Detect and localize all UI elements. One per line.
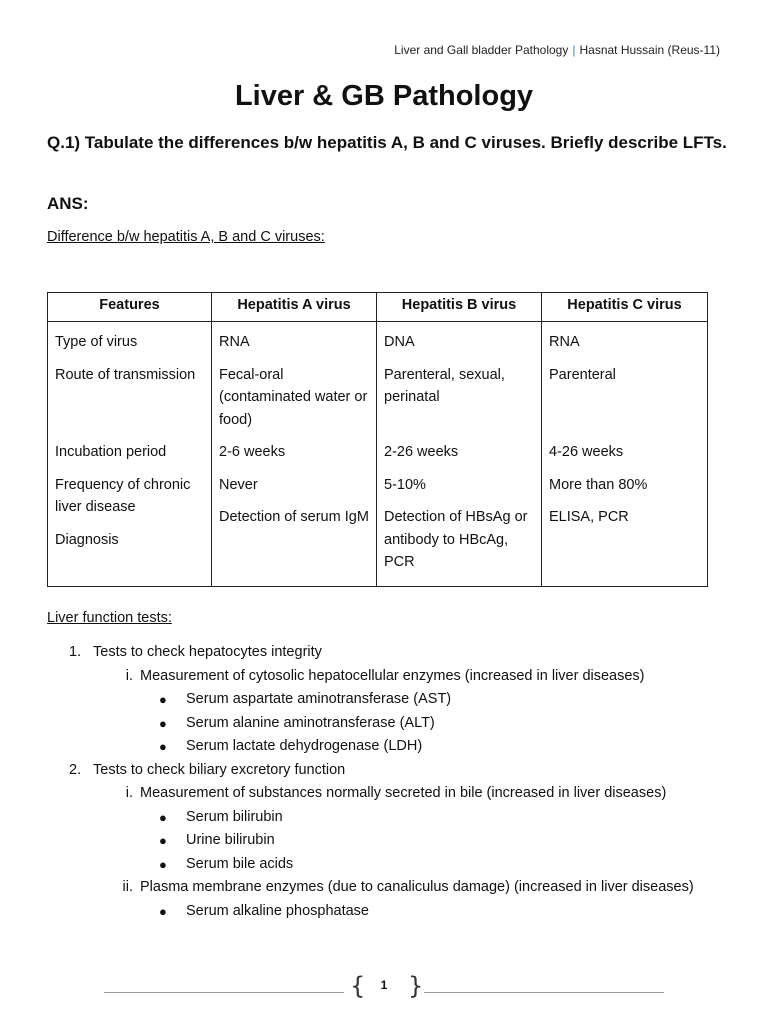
list-subitem-text: Plasma membrane enzymes (due to canaliculus damage) (increased in liver diseases): [140, 879, 694, 895]
lft-heading: Liver function tests:: [47, 610, 172, 626]
list-number: 1.: [69, 644, 82, 660]
table-header-cell: Hepatitis C virus: [542, 293, 708, 322]
header-author: Hasnat Hussain (Reus-11): [579, 43, 720, 57]
table-header-row: [48, 293, 708, 322]
table-row-spacer: [48, 354, 708, 364]
list-number: 2.: [69, 761, 82, 778]
bullet-item: [47, 829, 727, 853]
bullet-item: [47, 735, 727, 759]
bullet-item-text: Urine bilirubin: [186, 832, 275, 848]
list-item-text: Tests to check biliary excretory function: [93, 761, 346, 778]
table-header-cell: Hepatitis B virus: [377, 293, 542, 322]
list-subitem: [47, 665, 727, 689]
table-cell: Never: [212, 474, 377, 497]
bullet-item-text: Serum aspartate aminotransferase (AST): [186, 691, 452, 707]
table-header-cell: Features: [48, 293, 212, 322]
table-cell: RNA: [212, 322, 377, 354]
table-cell: ELISA, PCR: [542, 496, 708, 586]
table-cell: Route of transmission: [48, 364, 212, 432]
table-cell: 2-6 weeks: [212, 441, 377, 464]
table-row: [48, 364, 708, 432]
table-cell: Diagnosis: [55, 531, 119, 548]
bullet-item: [47, 712, 727, 736]
list-roman-number: i.: [125, 785, 133, 801]
bullet-item-text: Serum bile acids: [186, 855, 294, 872]
list-roman-number: ii.: [122, 879, 133, 895]
table-header-cell: Hepatitis A virus: [212, 293, 377, 322]
table-cell: Incubation period: [48, 441, 212, 464]
bullet-item: [47, 688, 727, 712]
footer-divider-right: [424, 992, 664, 993]
footer-divider-left: [104, 992, 344, 993]
bullet-item-text: Serum lactate dehydrogenase (LDH): [186, 738, 423, 754]
bullet-icon: ●: [159, 692, 167, 707]
list-item: [47, 641, 727, 665]
bullet-icon: ●: [159, 715, 167, 731]
bullet-item-text: Serum bilirubin: [186, 808, 283, 825]
table-cell: DNA: [377, 322, 542, 354]
bullet-item: [47, 853, 727, 877]
table-row-spacer: [48, 431, 708, 441]
bullet-icon: ●: [159, 856, 167, 872]
list-roman-number: i.: [125, 667, 133, 684]
bullet-item-text: Serum alkaline phosphatase: [186, 902, 369, 919]
page-number: 1: [380, 978, 388, 992]
list-subitem-text: Measurement of substances normally secreted in bile (increased in liver diseases): [140, 785, 667, 801]
list-item: [47, 759, 727, 783]
bullet-icon: ●: [159, 833, 167, 848]
table-row: [48, 474, 708, 497]
table-cell: Detection of serum IgM: [212, 496, 377, 586]
bullet-item-text: Serum alanine aminotransferase (ALT): [186, 714, 435, 731]
bullet-item: [47, 806, 727, 830]
right-brace-icon: }: [408, 972, 424, 1000]
list-item-text: Tests to check hepatocytes integrity: [93, 644, 322, 660]
left-brace-icon: {: [350, 972, 366, 1000]
bullet-icon: ●: [159, 809, 167, 825]
table-cell: Parenteral: [542, 364, 708, 432]
table-cell: 2-26 weeks: [377, 441, 542, 464]
bullet-icon: ●: [159, 903, 167, 919]
table-cell: Detection of HBsAg or antibody to HBcAg, PCR: [377, 496, 542, 586]
table-cell: 4-26 weeks: [542, 441, 708, 464]
header-document-title: Liver and Gall bladder Pathology: [394, 43, 569, 57]
difference-heading: Difference b/w hepatitis A, B and C viruses:: [47, 229, 325, 245]
table-cell: Frequency of chronic liver disease: [55, 476, 191, 515]
table-cell: Type of virus: [48, 322, 212, 354]
bullet-icon: ●: [159, 739, 167, 754]
table-row: [48, 322, 708, 354]
table-cell: Parenteral, sexual, perinatal: [377, 364, 542, 432]
list-subitem: [47, 876, 727, 900]
table-row: [48, 441, 708, 464]
page-header: [394, 43, 720, 57]
table-cell: RNA: [542, 322, 708, 354]
lft-list: [47, 641, 727, 923]
table-cell-feature-stack: [48, 474, 212, 587]
question-text: Q.1) Tabulate the differences b/w hepatitis A, B and C viruses. Briefly describe LFTs.: [47, 133, 727, 152]
table-cell: Fecal-oral (contaminated water or food): [212, 364, 377, 432]
table-cell: More than 80%: [542, 474, 708, 497]
header-separator: |: [572, 43, 576, 57]
list-subitem: [47, 782, 727, 806]
page-title: Liver & GB Pathology: [234, 80, 534, 112]
answer-label: ANS:: [47, 194, 89, 213]
table-cell: 5-10%: [377, 474, 542, 497]
table-row-spacer: [48, 464, 708, 474]
hepatitis-comparison-table: [47, 292, 708, 587]
list-subitem-text: Measurement of cytosolic hepatocellular enzymes (increased in liver diseases): [140, 667, 645, 684]
bullet-item: [47, 900, 727, 924]
